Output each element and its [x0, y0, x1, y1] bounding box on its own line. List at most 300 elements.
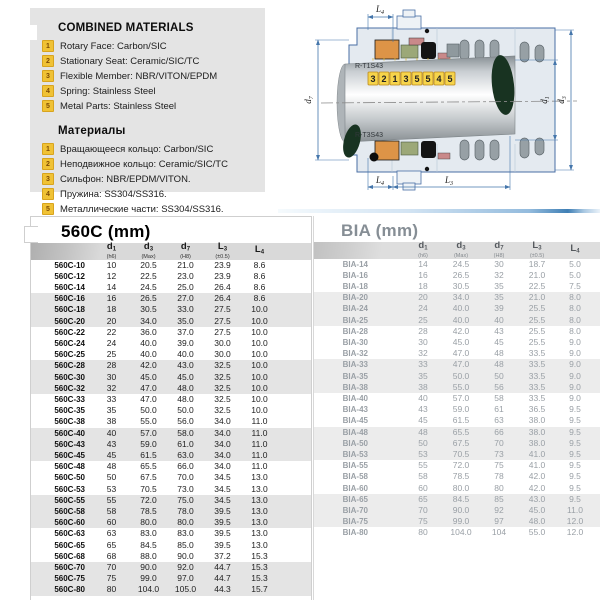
- cell-filler: [278, 372, 311, 383]
- model-cell: BIA-14: [342, 259, 368, 269]
- cell-d3: 99.0: [140, 573, 157, 584]
- cell-d3: 61.5: [140, 449, 157, 460]
- model-cell: BIA-18: [342, 281, 368, 291]
- table-header-row: [314, 242, 600, 259]
- cell-L3: 42.0: [528, 482, 546, 493]
- cell-L4: 13.0: [251, 472, 268, 483]
- cell-d1: 58: [418, 471, 428, 482]
- cell-d7: 78.0: [177, 505, 194, 516]
- cell-d1: 48: [418, 426, 428, 437]
- cell-L3: 21.0: [528, 292, 546, 303]
- material-item: [42, 173, 265, 185]
- cell-d7: 78: [494, 471, 504, 482]
- cell-filler: [594, 527, 600, 538]
- table-row: [31, 439, 311, 450]
- cell-filler: [278, 439, 311, 450]
- model-cell: BIA-55: [342, 461, 368, 471]
- model-cell: 560C-12: [54, 271, 85, 281]
- table-row: [31, 472, 311, 483]
- label-d1: $d_1$: [539, 96, 551, 104]
- table-row: [31, 349, 311, 360]
- spring-coil: [520, 42, 529, 62]
- right-table-body: [314, 259, 600, 539]
- seal-diagram-svg: [297, 0, 600, 200]
- table-row: [314, 337, 600, 348]
- model-cell: BIA-30: [342, 337, 368, 347]
- model-cell: 560C-48: [54, 462, 85, 472]
- part-number-bottom: R-T3S43: [355, 132, 384, 139]
- screw-dot-top: [425, 29, 429, 33]
- cell-d3: 104.0: [137, 584, 160, 595]
- cell-d1: 35: [418, 370, 428, 381]
- table-row: [314, 483, 600, 494]
- item-number-badge: 5: [42, 203, 54, 215]
- cell-L4: 9.5: [569, 426, 581, 437]
- cell-L4: 8.0: [569, 292, 581, 303]
- left-table-body: [31, 260, 311, 596]
- cell-d7: 80: [494, 482, 504, 493]
- cell-d7: 73: [494, 448, 504, 459]
- cell-d3: 47.0: [140, 393, 157, 404]
- cell-L4: 15.3: [251, 561, 268, 572]
- divider-bar: [278, 209, 600, 213]
- cell-L4: 10.0: [251, 405, 268, 416]
- cell-d1: 55: [106, 494, 117, 505]
- table-row: [314, 438, 600, 449]
- cell-L3: 48.0: [528, 516, 546, 527]
- cell-d7: 40: [494, 314, 504, 325]
- table-row: [314, 471, 600, 482]
- cell-filler: [278, 573, 311, 584]
- cell-L4: 10.0: [251, 360, 268, 371]
- cell-filler: [278, 271, 311, 282]
- material-item: [42, 188, 265, 200]
- cell-L3: 43.0: [528, 493, 546, 504]
- cell-filler: [278, 293, 311, 304]
- cell-d3: 83.0: [140, 528, 157, 539]
- label-L3-bottom: $L_3$: [444, 175, 454, 187]
- cell-L4: 10.0: [251, 382, 268, 393]
- spring-coil: [475, 140, 484, 160]
- cell-d3: 40.0: [452, 314, 470, 325]
- model-cell: BIA-24: [342, 304, 368, 314]
- cell-filler: [278, 584, 311, 595]
- model-cell: 560C-58: [54, 506, 85, 516]
- cell-L4: 15.7: [251, 584, 268, 595]
- cell-L3: 27.5: [214, 304, 231, 315]
- cell-d7: 21.0: [177, 259, 194, 270]
- cell-L4: 12.0: [566, 516, 584, 527]
- model-cell: 560C-20: [54, 316, 85, 326]
- model-cell: 560C-14: [54, 282, 85, 292]
- model-cell: BIA-60: [342, 483, 368, 493]
- cell-d1: 25: [106, 349, 117, 360]
- cell-L3: 18.7: [528, 258, 546, 269]
- table-row: [314, 494, 600, 505]
- table-row: [31, 282, 311, 293]
- cell-L3: 34.5: [214, 483, 231, 494]
- cell-d3: 61.5: [452, 415, 470, 426]
- model-cell: 560C-68: [54, 551, 85, 561]
- header-spacer: [278, 243, 311, 260]
- material-text: Вращающееся кольцо: Carbon/SIC: [60, 143, 214, 155]
- cell-d3: 42.0: [140, 360, 157, 371]
- cell-d3: 84.5: [140, 539, 157, 550]
- materials-title-ru: Материалы: [58, 125, 126, 137]
- cell-d7: 73.0: [177, 483, 194, 494]
- cell-filler: [594, 427, 600, 438]
- cell-d7: 35: [494, 280, 504, 291]
- cell-d3: 55.0: [140, 416, 157, 427]
- cell-d7: 75: [494, 460, 504, 471]
- cell-d1: 14: [106, 281, 117, 292]
- cell-d7: 27.0: [177, 293, 194, 304]
- cell-filler: [594, 371, 600, 382]
- cell-d7: 23.0: [177, 270, 194, 281]
- cell-d3: 59.0: [452, 404, 470, 415]
- cell-filler: [594, 292, 600, 303]
- cell-L3: 34.0: [214, 416, 231, 427]
- table-row: [31, 260, 311, 271]
- material-item: [42, 100, 265, 112]
- cell-d7: 83.0: [177, 528, 194, 539]
- cell-d3: 72.0: [452, 460, 470, 471]
- spring-coil: [460, 140, 469, 160]
- cell-filler: [278, 495, 311, 506]
- cell-d3: 55.0: [452, 381, 470, 392]
- cell-d7: 35: [494, 292, 504, 303]
- model-cell: BIA-43: [342, 405, 368, 415]
- cell-filler: [278, 551, 311, 562]
- item-number-badge: 1: [42, 143, 54, 155]
- model-cell: BIA-75: [342, 517, 368, 527]
- cell-L4: 9.5: [569, 448, 581, 459]
- item-number-badge: 5: [42, 100, 54, 112]
- cell-L3: 41.0: [528, 448, 546, 459]
- spring-coil: [460, 40, 469, 60]
- material-item: [42, 55, 265, 67]
- cell-L3: 34.0: [214, 438, 231, 449]
- right-dimension-table: [314, 242, 600, 539]
- cell-L3: 32.5: [214, 405, 231, 416]
- material-item: [42, 143, 265, 155]
- cell-L4: 9.0: [569, 359, 581, 370]
- table-row: [314, 516, 600, 527]
- cell-d7: 50: [494, 370, 504, 381]
- cell-d3: 72.0: [140, 494, 157, 505]
- cell-L3: 32.5: [214, 360, 231, 371]
- cell-d1: 75: [418, 516, 428, 527]
- cell-d1: 63: [106, 528, 117, 539]
- cell-d3: 20.5: [140, 259, 157, 270]
- col-header-d3: d3 (Max): [141, 241, 156, 260]
- material-item: [42, 158, 265, 170]
- cell-d1: 43: [106, 438, 117, 449]
- model-cell: 560C-43: [54, 439, 85, 449]
- cell-d3: 47.0: [140, 382, 157, 393]
- cell-d7: 58.0: [177, 427, 194, 438]
- cell-filler: [594, 449, 600, 460]
- cell-d1: 40: [106, 427, 117, 438]
- cell-L3: 34.0: [214, 461, 231, 472]
- material-text: Металлические части: SS304/SS316.: [60, 203, 224, 215]
- cell-L3: 30.0: [214, 349, 231, 360]
- left-dimension-table: [31, 243, 311, 596]
- cell-d7: 48.0: [177, 382, 194, 393]
- cell-filler: [278, 316, 311, 327]
- cell-d1: 75: [106, 573, 117, 584]
- cell-d1: 60: [418, 482, 428, 493]
- table-row: [31, 517, 311, 528]
- spring-coil: [520, 138, 529, 158]
- model-cell: 560C-40: [54, 428, 85, 438]
- cell-filler: [278, 506, 311, 517]
- cell-d1: 30: [106, 371, 117, 382]
- cell-L3: 39.5: [214, 517, 231, 528]
- cell-d7: 97: [494, 516, 504, 527]
- cell-filler: [594, 303, 600, 314]
- table-row: [31, 428, 311, 439]
- model-cell: BIA-45: [342, 416, 368, 426]
- cell-d1: 45: [106, 449, 117, 460]
- cell-L3: 23.9: [214, 270, 231, 281]
- cell-L4: 13.0: [251, 494, 268, 505]
- callout-number: 2: [381, 74, 387, 84]
- cell-L3: 42.0: [528, 471, 546, 482]
- materials-list-ru: [30, 143, 265, 215]
- cell-d1: 48: [106, 461, 117, 472]
- table-row: [314, 404, 600, 415]
- cell-d1: 68: [106, 550, 117, 561]
- model-cell: BIA-35: [342, 371, 368, 381]
- model-cell: BIA-70: [342, 505, 368, 515]
- table-row: [314, 460, 600, 471]
- cell-L4: 13.0: [251, 505, 268, 516]
- cell-d1: 58: [106, 505, 117, 516]
- cell-d7: 56: [494, 381, 504, 392]
- cell-L4: 9.0: [569, 381, 581, 392]
- cell-L3: 38.0: [528, 437, 546, 448]
- cell-d1: 32: [418, 348, 428, 359]
- model-cell: 560C-75: [54, 574, 85, 584]
- model-cell: 560C-35: [54, 406, 85, 416]
- cell-L3: 45.0: [528, 504, 546, 515]
- table-row: [314, 427, 600, 438]
- cell-d3: 88.0: [140, 550, 157, 561]
- table-row: [31, 562, 311, 573]
- cell-L4: 12.0: [566, 527, 584, 538]
- item-number-badge: 4: [42, 85, 54, 97]
- cell-d7: 63: [494, 415, 504, 426]
- table-row: [314, 259, 600, 270]
- cell-d1: 28: [418, 325, 428, 336]
- label-L4-top: $L_4$: [375, 4, 385, 16]
- table-row: [31, 551, 311, 562]
- cell-filler: [594, 483, 600, 494]
- table-row: [314, 315, 600, 326]
- cell-L4: 9.0: [569, 336, 581, 347]
- spring-coil: [535, 138, 544, 155]
- cell-d1: 20: [106, 315, 117, 326]
- table-row: [31, 506, 311, 517]
- model-cell: 560C-16: [54, 294, 85, 304]
- cell-d3: 24.5: [140, 281, 157, 292]
- cell-d7: 61: [494, 404, 504, 415]
- table-row: [31, 450, 311, 461]
- item-number-badge: 3: [42, 173, 54, 185]
- table-row: [31, 372, 311, 383]
- material-item: [42, 70, 265, 82]
- cell-d7: 30: [494, 258, 504, 269]
- model-cell: BIA-80: [342, 528, 368, 538]
- screw-dot-bottom: [425, 167, 429, 171]
- cell-filler: [278, 394, 311, 405]
- cell-L4: 11.0: [251, 427, 268, 438]
- right-table-panel: [313, 216, 600, 600]
- cell-L4: 11.0: [251, 416, 268, 427]
- cell-d7: 48: [494, 348, 504, 359]
- cell-d1: 32: [106, 382, 117, 393]
- header-spacer: [594, 242, 600, 259]
- cell-d1: 38: [106, 416, 117, 427]
- cell-d1: 10: [106, 259, 117, 270]
- cell-d3: 70.5: [140, 483, 157, 494]
- cell-filler: [278, 517, 311, 528]
- cell-L3: 33.5: [528, 359, 546, 370]
- material-text: Metal Parts: Stainless Steel: [60, 100, 177, 112]
- col-header-L3: L3 (±0.5): [529, 240, 545, 259]
- cell-d3: 30.5: [452, 280, 470, 291]
- cell-L4: 9.0: [569, 392, 581, 403]
- model-cell: 560C-53: [54, 484, 85, 494]
- cell-d1: 14: [418, 258, 428, 269]
- table-row: [314, 292, 600, 303]
- cell-L3: 33.5: [528, 392, 546, 403]
- cell-d3: 104.0: [450, 527, 472, 538]
- header-spacer: [314, 242, 404, 259]
- model-cell: BIA-25: [342, 315, 368, 325]
- cell-filler: [594, 516, 600, 527]
- model-cell: BIA-48: [342, 427, 368, 437]
- model-cell: BIA-38: [342, 382, 368, 392]
- table-row: [31, 271, 311, 282]
- material-item: [42, 85, 265, 97]
- table-row: [31, 461, 311, 472]
- cell-L3: 25.5: [528, 314, 546, 325]
- cell-L3: 38.0: [528, 426, 546, 437]
- cell-d3: 40.0: [452, 303, 470, 314]
- cell-filler: [594, 348, 600, 359]
- cell-d3: 67.5: [452, 437, 470, 448]
- model-cell: 560C-22: [54, 327, 85, 337]
- cell-d7: 39: [494, 303, 504, 314]
- cell-filler: [278, 450, 311, 461]
- cell-d1: 28: [106, 360, 117, 371]
- material-text: Flexible Member: NBR/VITON/EPDM: [60, 70, 218, 82]
- cell-d7: 97.0: [177, 573, 194, 584]
- cell-L4: 9.5: [569, 471, 581, 482]
- cell-d1: 65: [418, 493, 428, 504]
- cell-filler: [594, 460, 600, 471]
- cell-d7: 50.0: [177, 405, 194, 416]
- bellows-rubber-bottom: [421, 141, 436, 158]
- panel-edge-notch: [24, 226, 38, 243]
- cell-d7: 25.0: [177, 281, 194, 292]
- cell-d7: 70.0: [177, 472, 194, 483]
- material-text: Rotary Face: Carbon/SIC: [60, 40, 167, 52]
- cell-L4: 9.5: [569, 437, 581, 448]
- cell-d3: 50.0: [452, 370, 470, 381]
- cell-filler: [278, 562, 311, 573]
- cell-d1: 65: [106, 539, 117, 550]
- cell-d3: 34.0: [452, 292, 470, 303]
- model-cell: 560C-24: [54, 338, 85, 348]
- cell-d1: 33: [106, 393, 117, 404]
- cell-L4: 7.5: [569, 280, 581, 291]
- cell-filler: [278, 327, 311, 338]
- cell-d3: 59.0: [140, 438, 157, 449]
- part-number-top: R-T1S43: [355, 63, 384, 70]
- cell-L3: 23.9: [214, 259, 231, 270]
- cell-d3: 78.5: [452, 471, 470, 482]
- cell-d1: 45: [418, 415, 428, 426]
- table-row: [314, 326, 600, 337]
- col-header-d1: d1 (h6): [106, 241, 117, 260]
- table-row: [31, 528, 311, 539]
- cell-L4: 11.0: [251, 449, 268, 460]
- model-cell: 560C-80: [54, 585, 85, 595]
- cell-d3: 40.0: [140, 349, 157, 360]
- table-row: [31, 360, 311, 371]
- table-row: [314, 303, 600, 314]
- cell-d7: 48: [494, 359, 504, 370]
- model-cell: 560C-65: [54, 540, 85, 550]
- cell-d7: 90.0: [177, 550, 194, 561]
- cell-filler: [594, 404, 600, 415]
- cell-d3: 90.0: [140, 561, 157, 572]
- cell-L4: 11.0: [251, 438, 268, 449]
- table-header-row: [31, 243, 311, 260]
- cell-d3: 30.5: [140, 304, 157, 315]
- cell-d7: 75.0: [177, 494, 194, 505]
- cell-d1: 35: [106, 405, 117, 416]
- cell-d3: 90.0: [452, 504, 470, 515]
- item-number-badge: 4: [42, 188, 54, 200]
- cell-filler: [594, 270, 600, 281]
- callout-number: 5: [447, 74, 453, 84]
- cell-L3: 34.0: [214, 427, 231, 438]
- seat-orange-bottom: [375, 141, 399, 160]
- table-row: [31, 573, 311, 584]
- ring-olive-bottom: [401, 142, 418, 155]
- cell-filler: [594, 494, 600, 505]
- table-row: [31, 383, 311, 394]
- table-row: [314, 415, 600, 426]
- cell-L3: 25.5: [528, 325, 546, 336]
- cell-d3: 50.0: [140, 405, 157, 416]
- cell-d3: 65.5: [140, 461, 157, 472]
- cell-L3: 22.5: [528, 280, 546, 291]
- cell-d1: 12: [106, 270, 117, 281]
- cell-d7: 80.0: [177, 517, 194, 528]
- model-cell: 560C-28: [54, 361, 85, 371]
- cell-L3: 32.5: [214, 382, 231, 393]
- cell-d3: 57.0: [452, 392, 470, 403]
- model-cell: BIA-16: [342, 270, 368, 280]
- table-row: [31, 394, 311, 405]
- model-cell: BIA-28: [342, 326, 368, 336]
- model-cell: BIA-50: [342, 438, 368, 448]
